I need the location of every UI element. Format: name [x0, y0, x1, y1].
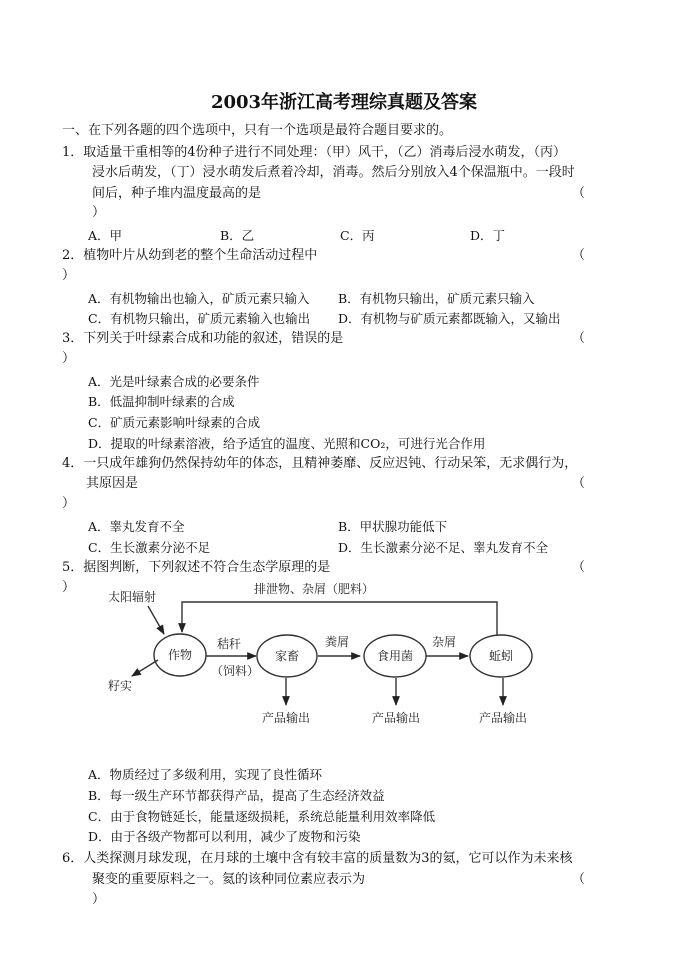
q5-option-c[interactable]: C．由于食物链延长，能量逐级损耗，系统总能量利用效率降低 [88, 809, 436, 824]
node-livestock-label: 家畜 [274, 649, 300, 663]
q1-line-2: 浸水后萌发，（丁）浸水萌发后煮着冷却，消毒。然后分别放入4个保温瓶中。一段时 [92, 165, 575, 180]
q2-option-c[interactable]: C．有机物只输出，矿质元素输入也输出 [88, 311, 311, 326]
diagram-stalk-label: 秸秆 [217, 637, 242, 651]
node-earthworm-label: 蚯蚓 [488, 649, 514, 663]
diagram-feed-label: （饲料） [211, 664, 260, 678]
q5-option-d[interactable]: D．由于各级产物都可以利用，减少了废物和污染 [88, 829, 361, 844]
node-crop-label: 作物 [167, 648, 193, 662]
q1-answer-paren-close: ） [92, 205, 106, 220]
diagram-dung-label: 粪屑 [325, 635, 350, 649]
q6-line-1: 6．人类探测月球发现，在月球的土壤中含有较丰富的质量数为3的氦，它可以作为未来核 [62, 851, 573, 866]
diagram-sun-label: 太阳辐射 [108, 590, 157, 604]
feedback-loop-arrow [182, 602, 497, 635]
q5-answer-paren-close: ） [62, 580, 76, 595]
q4-answer-paren-close: ） [62, 496, 76, 511]
q6-answer-paren-close: ） [92, 892, 106, 907]
q2-option-d[interactable]: D．有机物与矿质元素都既输入，又输出 [338, 311, 561, 326]
sun-arrow [148, 606, 164, 634]
q3-option-b[interactable]: B．低温抑制叶绿素的合成 [88, 394, 235, 409]
q1-line-1: 1．取适量干重相等的4份种子进行不同处理：（甲）风干，（乙）消毒后浸水萌发，（丙） [62, 145, 567, 160]
q4-option-b[interactable]: B．甲状腺功能低下 [338, 519, 448, 534]
output-label-mushroom: 产品输出 [371, 711, 421, 725]
q6-answer-paren-open: （ [572, 872, 586, 887]
section-heading: 一、在下列各题的四个选项中，只有一个选项是最符合题目要求的。 [62, 123, 453, 138]
q4-option-d[interactable]: D．生长激素分泌不足、睾丸发育不全 [338, 540, 549, 555]
node-mushroom-label: 食用菌 [376, 649, 414, 663]
seed-arrow [132, 660, 158, 676]
q2-line-1: 2．植物叶片从幼到老的整个生命活动过程中 [62, 248, 318, 263]
q5-option-b[interactable]: B．每一级生产环节都获得产品，提高了生态经济效益 [88, 788, 385, 803]
q4-line-1: 4．一只成年雄狗仍然保持幼年的体态，且精神萎靡、反应迟钝、行动呆笨，无求偶行为， [62, 456, 578, 471]
q3-line-1: 3．下列关于叶绿素合成和功能的叙述，错误的是 [62, 331, 344, 346]
q2-option-a[interactable]: A．有机物输出也输入，矿质元素只输入 [88, 291, 310, 306]
q2-answer-paren-open: （ [572, 248, 586, 263]
output-label-earthworm: 产品输出 [478, 711, 528, 725]
diagram-top-label: 排泄物、杂屑（肥料） [254, 582, 375, 596]
diagram-debris-label: 杂屑 [432, 635, 457, 649]
q1-option-b[interactable]: B．乙 [220, 228, 255, 243]
q3-option-d[interactable]: D．提取的叶绿素溶液，给予适宜的温度、光照和CO₂，可进行光合作用 [88, 436, 486, 451]
q3-answer-paren-open: （ [572, 331, 586, 346]
q5-answer-paren-open: （ [572, 560, 586, 575]
q4-option-a[interactable]: A．睾丸发育不全 [88, 519, 185, 534]
q5-line-1: 5．据图判断，下列叙述不符合生态学原理的是 [62, 560, 331, 575]
q1-option-d[interactable]: D．丁 [470, 228, 506, 243]
q1-answer-paren-open: （ [572, 186, 586, 201]
q4-option-c[interactable]: C．生长激素分泌不足 [88, 540, 211, 555]
q6-line-2: 聚变的重要原料之一。氦的该种同位素应表示为 [92, 872, 366, 887]
q3-option-a[interactable]: A．光是叶绿素合成的必要条件 [88, 374, 260, 389]
q5-option-a[interactable]: A．物质经过了多级利用，实现了良性循环 [88, 767, 323, 782]
diagram-seed-label: 籽实 [108, 679, 133, 693]
q2-answer-paren-close: ） [62, 268, 76, 283]
q3-answer-paren-close: ） [62, 351, 76, 366]
q3-option-c[interactable]: C．矿质元素影响叶绿素的合成 [88, 415, 261, 430]
q1-line-3: 间后，种子堆内温度最高的是 [92, 186, 262, 201]
q4-answer-paren-open: （ [572, 476, 586, 491]
q1-option-a[interactable]: A．甲 [88, 228, 123, 243]
page-title: 2003年浙江高考理综真题及答案 [210, 92, 478, 113]
q4-line-2: 其原因是 [86, 476, 139, 491]
q1-option-c[interactable]: C．丙 [340, 228, 375, 243]
output-label-livestock: 产品输出 [261, 711, 311, 725]
q2-option-b[interactable]: B．有机物只输出，矿质元素只输入 [338, 291, 535, 306]
